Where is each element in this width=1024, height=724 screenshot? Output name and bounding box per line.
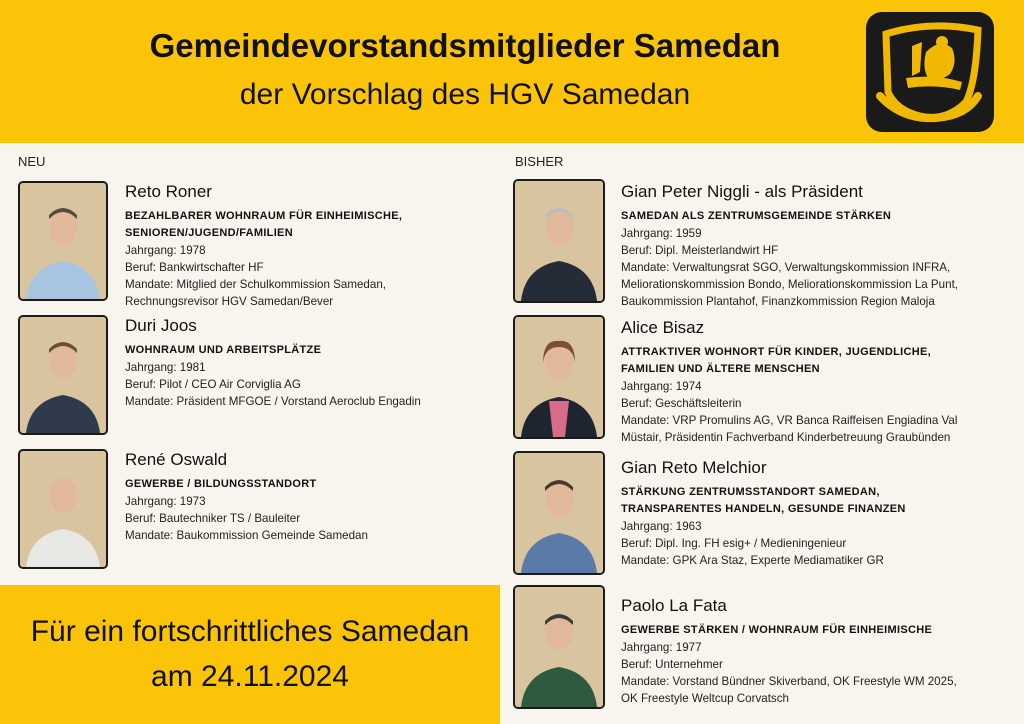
candidate-photo [513, 585, 605, 709]
footer-date: am 24.11.2024 [151, 660, 349, 693]
candidate-profession: Beruf: Dipl. Ing. FH esig+ / Medieningenieur [621, 537, 847, 550]
candidate-mandates: Mandate: Verwaltungsrat SGO, Verwaltungskommission INFRA, [621, 261, 951, 274]
page-title: Gemeindevorstandsmitglieder Samedan [149, 27, 781, 64]
samedan-coat-of-arms-icon [866, 12, 994, 132]
candidate-mandates: Mandate: Vorstand Bündner Skiverband, OK Freestyle WM 2025, [621, 675, 957, 688]
header-banner [0, 0, 1024, 143]
footer-slogan: Für ein fortschrittliches Samedan [30, 615, 470, 648]
column-label-new: NEU [18, 154, 46, 169]
candidate-slogan: FAMILIEN UND ÄLTERE MENSCHEN [621, 363, 820, 375]
candidate-info [125, 449, 515, 544]
candidate-birth-year: Jahrgang: 1974 [621, 380, 702, 393]
candidate-name: René Oswald [125, 450, 228, 469]
candidate-mandates: Müstair, Präsidentin Fachverband Kinderbetreuung Graubünden [621, 431, 951, 444]
candidate-mandates: Mandate: Baukommission Gemeinde Samedan [125, 529, 368, 542]
candidate-profession: Beruf: Geschäftsleiterin [621, 397, 742, 410]
candidate-photo [18, 449, 108, 569]
candidate-name: Alice Bisaz [621, 318, 705, 337]
candidate-birth-year: Jahrgang: 1963 [621, 520, 702, 533]
candidate-slogan: TRANSPARENTES HANDELN, GESUNDE FINANZEN [621, 503, 906, 515]
candidate-mandates: Mandate: VRP Promulins AG, VR Banca Raiffeisen Engiadina Val [621, 414, 958, 427]
candidate-mandates: Mandate: GPK Ara Staz, Experte Mediamatiker GR [621, 554, 884, 567]
candidate-birth-year: Jahrgang: 1981 [125, 361, 206, 374]
candidate-slogan: ATTRAKTIVER WOHNORT FÜR KINDER, JUGENDLICHE, [621, 346, 931, 358]
candidate-birth-year: Jahrgang: 1978 [125, 244, 206, 257]
candidate-birth-year: Jahrgang: 1959 [621, 227, 702, 240]
candidate-info [125, 315, 515, 410]
candidate-mandates: Mandate: Mitglied der Schulkommission Samedan, [125, 278, 386, 291]
candidate-photo [18, 315, 108, 435]
candidate-mandates: Mandate: Präsident MFGOE / Vorstand Aeroclub Engadin [125, 395, 421, 408]
candidate-slogan: SENIOREN/JUGEND/FAMILIEN [125, 227, 293, 239]
candidate-slogan: STÄRKUNG ZENTRUMSSTANDORT SAMEDAN, [621, 486, 880, 498]
candidate-mandates: OK Freestyle Weltcup Corvatsch [621, 692, 789, 705]
candidate-photo [513, 451, 605, 575]
candidate-profession: Beruf: Pilot / CEO Air Corviglia AG [125, 378, 301, 391]
candidate-profession: Beruf: Dipl. Meisterlandwirt HF [621, 244, 779, 257]
column-label-current: BISHER [515, 154, 564, 169]
footer-banner [0, 585, 500, 724]
candidate-birth-year: Jahrgang: 1977 [621, 641, 702, 654]
candidate-mandates: Meliorationskommission Bondo, Meliorationskommission La Punt, [621, 278, 959, 291]
candidate-info [621, 317, 1011, 446]
page-subtitle: der Vorschlag des HGV Samedan [239, 78, 691, 111]
candidate-slogan: GEWERBE STÄRKEN / WOHNRAUM FÜR EINHEIMISCHE [621, 624, 933, 636]
candidate-slogan: BEZAHLBARER WOHNRAUM FÜR EINHEIMISCHE, [125, 210, 403, 222]
candidate-profession: Beruf: Unternehmer [621, 658, 723, 671]
candidate-name: Gian Reto Melchior [621, 458, 767, 477]
candidate-slogan: SAMEDAN ALS ZENTRUMSGEMEINDE STÄRKEN [621, 210, 892, 222]
candidate-slogan: GEWERBE / BILDUNGSSTANDORT [125, 478, 317, 490]
candidate-name: Duri Joos [125, 316, 197, 335]
candidate-photo [18, 181, 108, 301]
candidate-birth-year: Jahrgang: 1973 [125, 495, 206, 508]
candidate-info [621, 595, 1011, 707]
candidate-info [125, 181, 515, 310]
candidate-photo [513, 179, 605, 303]
candidate-profession: Beruf: Bautechniker TS / Bauleiter [125, 512, 301, 525]
candidate-info [621, 181, 1011, 310]
candidate-name: Paolo La Fata [621, 596, 727, 615]
candidate-name: Gian Peter Niggli - als Präsident [621, 182, 863, 201]
candidate-photo [513, 315, 605, 439]
candidate-name: Reto Roner [125, 182, 212, 201]
candidate-profession: Beruf: Bankwirtschafter HF [125, 261, 264, 274]
candidate-mandates: Baukommission Plantahof, Finanzkommission Region Maloja [621, 295, 935, 308]
candidate-mandates: Rechnungsrevisor HGV Samedan/Bever [125, 295, 334, 308]
candidate-slogan: WOHNRAUM UND ARBEITSPLÄTZE [125, 344, 322, 356]
candidate-info [621, 457, 1011, 569]
